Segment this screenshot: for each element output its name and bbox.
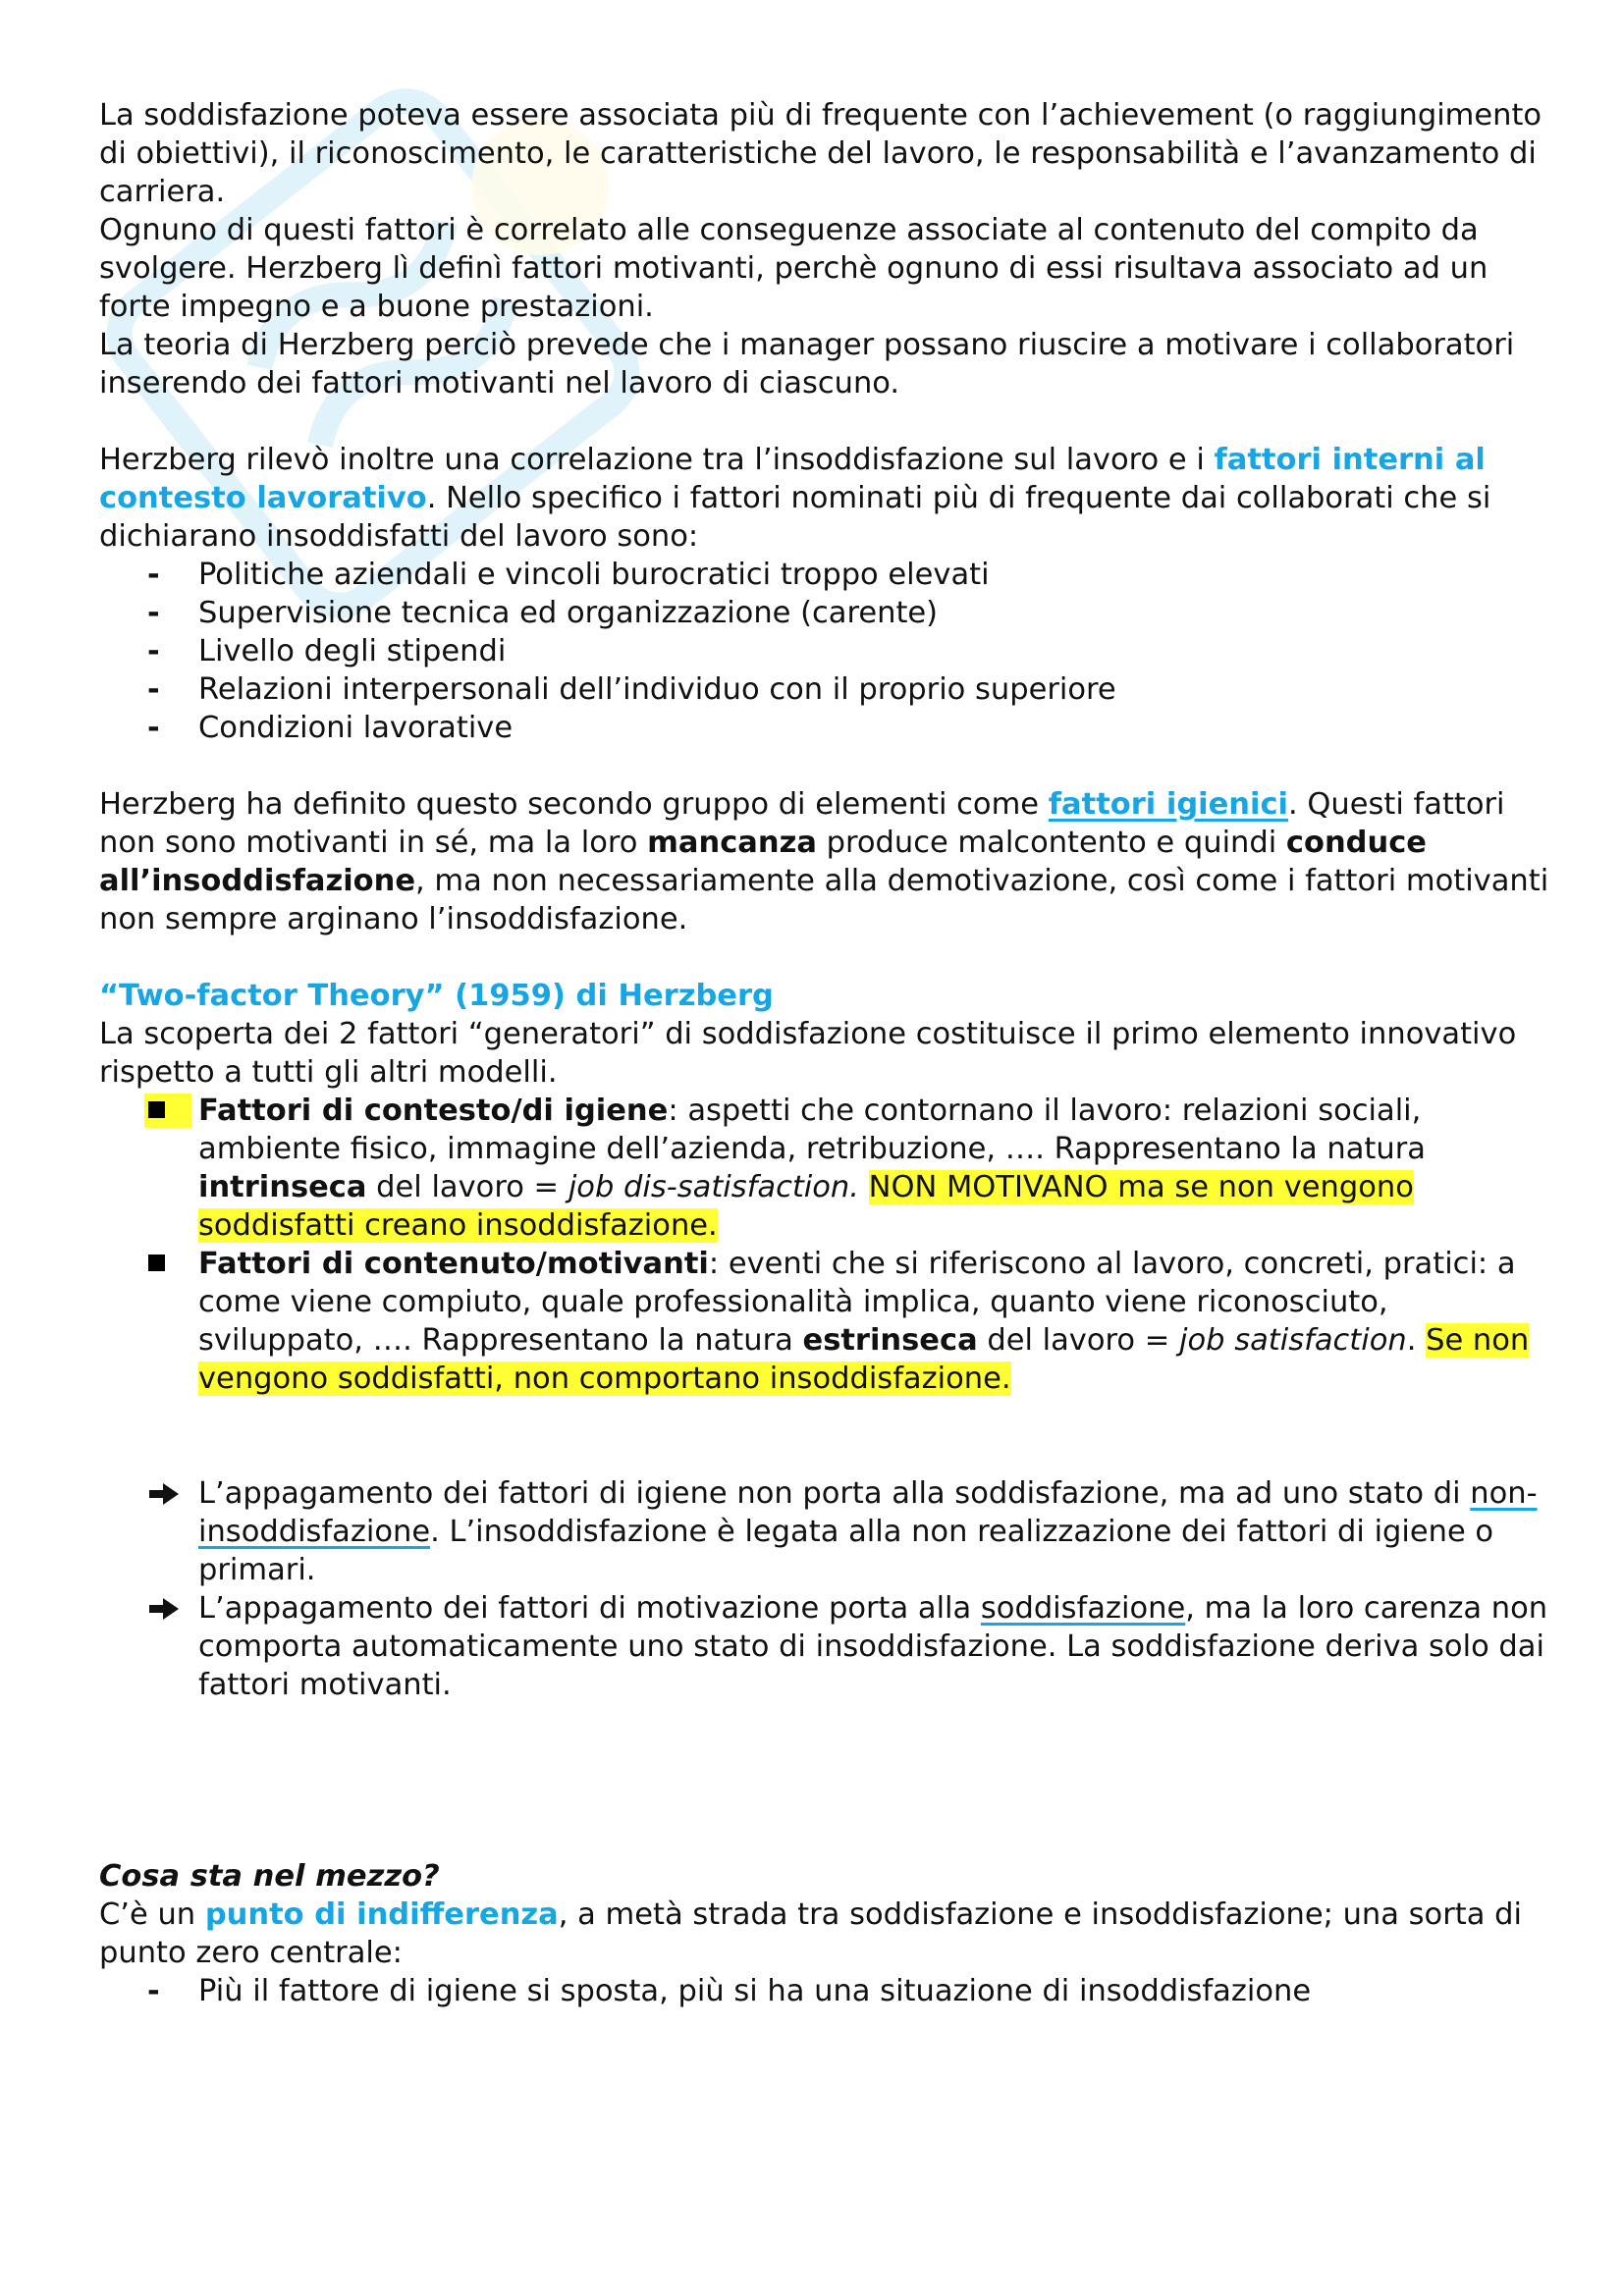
arrow-bullet-icon bbox=[149, 1598, 179, 1620]
list-item-motivating: Fattori di contenuto/motivanti: eventi che si riferiscono al lavoro, concreti, pratici: a come viene compiuto, quale professionalità implica, quanto viene riconosciuto, sviluppato, …. Rappresentano la natura estrinseca del lavoro = job satisfaction. Se non vengono soddisfatti, non comportano insoddisfazione. bbox=[99, 1245, 1552, 1398]
factor-type-list bbox=[99, 1092, 1552, 1398]
dash-bullet-icon: - bbox=[147, 672, 160, 707]
square-bullet-icon bbox=[148, 1255, 165, 1271]
list-item: L’appagamento dei fattori di igiene non porta alla soddisfazione, ma ad uno stato di non-insoddisfazione. L’insoddisfazione è legata alla non realizzazione dei fattori di igiene o primari. bbox=[99, 1474, 1552, 1589]
highlight-text: Se non vengono soddisfatti, non comportano insoddisfazione. bbox=[198, 1323, 1530, 1396]
list-item: L’appagamento dei fattori di motivazione porta alla soddisfazione, ma la loro carenza non comporta automaticamente uno stato di insoddisfazione. La soddisfazione deriva solo dai fattori motivanti. bbox=[99, 1589, 1552, 1704]
dash-bullet-icon: - bbox=[147, 1974, 160, 2008]
paragraph-motivating-factors: Ognuno di questi fattori è correlato alle conseguenze associate al contenuto del compito da svolgere. Herzberg lì definì fattori motivanti, perchè ognuno di essi risultava associato ad un forte impegno e a buone prestazioni. bbox=[99, 213, 1488, 324]
arrow-bullet-icon bbox=[149, 1483, 179, 1505]
term-indifference-point: punto di indifferenza bbox=[204, 1897, 559, 1932]
highlight-text: NON MOTIVANO ma se non vengono soddisfatti creano insoddisfazione. bbox=[198, 1170, 1414, 1243]
paragraph-achievement: La soddisfazione poteva essere associata più di frequente con l’achievement (o raggiungimento di obiettivi), il riconoscimento, le caratteristiche del lavoro, le responsabilità e l’avanzamento di carriera. bbox=[99, 98, 1542, 209]
paragraph-manager-theory: La teoria di Herzberg perciò prevede che i manager possano riuscire a motivare i collaboratori inserendo dei fattori motivanti nel lavoro di ciascuno. bbox=[99, 328, 1515, 400]
list-item: - Livello degli stipendi bbox=[147, 634, 507, 668]
list-item: - Supervisione tecnica ed organizzazione (carente) bbox=[147, 596, 939, 630]
list-item: - Politiche aziendali e vincoli burocratici troppo elevati bbox=[147, 558, 990, 592]
dash-bullet-icon: - bbox=[147, 711, 160, 745]
list-item: - Più il fattore di igiene si sposta, più si ha una situazione di insoddisfazione bbox=[147, 1974, 1312, 2008]
conclusion-list bbox=[99, 1474, 1552, 1704]
section-heading-two-factor: “Two-factor Theory” (1959) di Herzberg bbox=[99, 979, 774, 1013]
paragraph-internal-factors: Herzberg rilevò inoltre una correlazione tra l’insoddisfazione sul lavoro e i fattori interni al contesto lavorativo. Nello specifico i fattori nominati più di frequente dai collaborati che si dichiarano insoddisfatti del lavoro sono: bbox=[99, 443, 1491, 554]
dash-bullet-icon: - bbox=[147, 558, 160, 592]
indifference-list bbox=[99, 1972, 1552, 2010]
paragraph-discovery: La scoperta dei 2 fattori “generatori” di soddisfazione costituisce il primo elemento innovativo rispetto a tutti gli altri modelli. bbox=[99, 1017, 1517, 1090]
term-hygiene-factors: fattori igienici bbox=[1048, 787, 1288, 822]
list-item: - Condizioni lavorative bbox=[147, 711, 514, 745]
paragraph-indifference-point: C’è un punto di indifferenza, a metà strada tra soddisfazione e insoddisfazione; una sorta di punto zero centrale: bbox=[99, 1897, 1522, 1970]
section-heading-middle: Cosa sta nel mezzo? bbox=[99, 1859, 440, 1894]
dissatisfaction-factor-list bbox=[99, 556, 1552, 747]
term-internal-factors: fattori interni al contesto lavorativo bbox=[99, 443, 1486, 515]
paragraph-hygiene-factors: Herzberg ha definito questo secondo gruppo di elementi come fattori igienici. Questi fattori non sono motivanti in sé, ma la loro mancanza produce malcontento e quindi conduce all’insoddisfazione, ma non necessariamente alla demotivazione, così come i fattori motivanti non sempre arginano l’insoddisfazione. bbox=[99, 787, 1549, 936]
document-page bbox=[99, 96, 1552, 2010]
square-bullet-icon bbox=[144, 1094, 191, 1128]
term-soddisfazione: soddisfazione bbox=[980, 1591, 1186, 1626]
term-non-insoddisfazione: non-insoddisfazione bbox=[198, 1476, 1538, 1549]
list-item-hygiene: Fattori di contesto/di igiene: aspetti che contornano il lavoro: relazioni sociali, ambiente fisico, immagine dell’azienda, retribuzione, …. Rappresentano la natura intrinseca del lavoro = job dis-satisfaction. NON MOTIVANO ma se non vengono soddisfatti creano insoddisfazione. bbox=[99, 1092, 1552, 1245]
list-item: - Relazioni interpersonali dell’individuo con il proprio superiore bbox=[147, 672, 1116, 707]
dash-bullet-icon: - bbox=[147, 596, 160, 630]
dash-bullet-icon: - bbox=[147, 634, 160, 668]
